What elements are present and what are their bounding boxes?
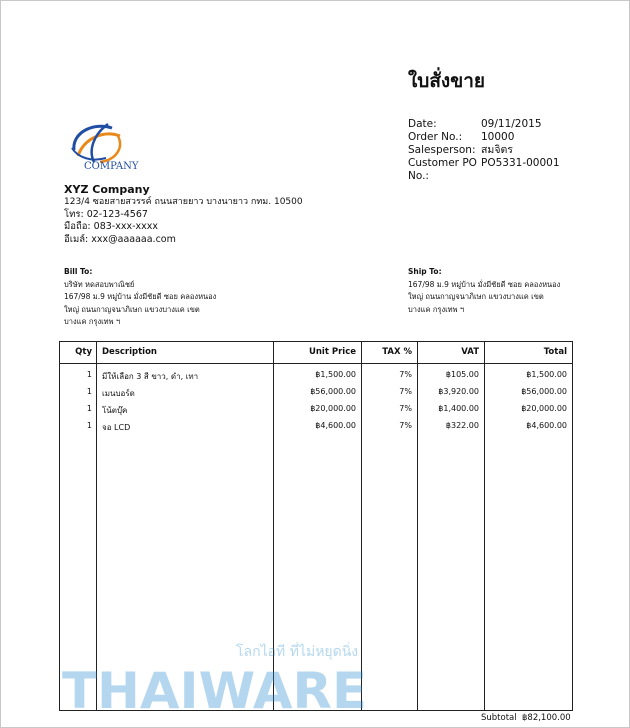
thaiware-watermark (62, 636, 367, 718)
cell-qty: 1 (86, 387, 92, 396)
header-vat: VAT (461, 347, 479, 357)
cell-qty: 1 (86, 421, 92, 430)
cell-tax: 7% (399, 421, 412, 430)
header-tax: TAX % (382, 347, 412, 357)
cell-tax: 7% (399, 387, 412, 396)
subtotal-value: ฿82,100.00 (522, 713, 571, 723)
meta-value: สมจิตร (481, 144, 513, 156)
cell-vat: ฿1,400.00 (438, 404, 479, 413)
meta-label: Order No.: (408, 131, 463, 143)
cell-total: ฿20,000.00 (521, 404, 567, 413)
company-name: XYZ Company (64, 183, 150, 196)
meta-row-order-no (408, 131, 560, 144)
bill-to-line: ใหญ่ ถนนกาญจนาภิเษก แขวงบางแค เขต (64, 304, 200, 314)
company-details (64, 196, 303, 246)
cell-vat: ฿105.00 (445, 370, 479, 379)
meta-row-customer-po (408, 157, 560, 170)
meta-label: Date: (408, 118, 437, 130)
document-title: ใบสั่งขาย (408, 70, 486, 92)
company-mobile: มือถือ: 083-xxx-xxxx (64, 221, 158, 232)
meta-value: PO5331-00001 (481, 157, 560, 169)
cell-tax: 7% (399, 404, 412, 413)
header-unit-price: Unit Price (308, 347, 356, 357)
cell-unit-price: ฿1,500.00 (315, 370, 356, 379)
subtotal-label: Subtotal (481, 713, 517, 723)
cell-qty: 1 (86, 404, 92, 413)
bill-to-label: Bill To: (64, 267, 93, 276)
meta-row-po-no (408, 170, 560, 183)
header-divider (60, 363, 572, 364)
logo-text: COMPANY (84, 161, 139, 172)
company-logo (64, 118, 154, 178)
cell-description: จอ LCD (102, 423, 131, 432)
cell-qty: 1 (86, 370, 92, 379)
meta-label: Customer PO (408, 157, 477, 169)
meta-row-date (408, 118, 560, 131)
meta-row-salesperson (408, 144, 560, 157)
cell-unit-price: ฿56,000.00 (310, 387, 356, 396)
watermark-brand: THAIWARE (62, 662, 367, 718)
ship-to-line: 167/98 ม.9 หมู่บ้าน มั่งมีชัยดี ซอย คลองหนอง (408, 279, 561, 289)
header-qty: Qty (75, 347, 92, 357)
meta-value: 09/11/2015 (481, 118, 542, 130)
cell-unit-price: ฿20,000.00 (310, 404, 356, 413)
cell-description: โน้ตบุ๊ค (102, 406, 128, 415)
bill-to-line: 167/98 ม.9 หมู่บ้าน มั่งมีชัยดี ซอย คลองหนอง (64, 292, 217, 301)
column-divider (417, 342, 418, 710)
ship-to-label: Ship To: (408, 267, 442, 276)
company-phone: โทร: 02-123-4567 (64, 208, 148, 220)
company-email: อีเมล์: xxx@aaaaaa.com (64, 233, 176, 245)
ship-to-block (408, 266, 560, 316)
column-divider (484, 342, 485, 710)
meta-label: Salesperson: (408, 144, 476, 156)
bill-to-block (64, 266, 216, 329)
cell-description: เมนบอร์ด (102, 389, 135, 398)
company-address: 123/4 ซอยสายสวรรค์ ถนนสายยาว บางนายาว กทม. 10500 (64, 197, 303, 207)
meta-value: 10000 (481, 131, 515, 143)
cell-tax: 7% (399, 370, 412, 379)
cell-total: ฿1,500.00 (526, 370, 567, 379)
meta-label: No.: (408, 170, 429, 182)
cell-total: ฿4,600.00 (526, 421, 567, 430)
cell-total: ฿56,000.00 (521, 387, 567, 396)
bill-to-line: บางแค กรุงเทพ ฯ (64, 317, 121, 326)
bill-to-line: บริษัท หดสอบพาณิชย์ (64, 279, 135, 289)
cell-description: มีให้เลือก 3 สี ขาว, ดำ, เทา (102, 372, 199, 381)
ship-to-line: บางแค กรุงเทพ ฯ (408, 304, 465, 314)
watermark-tagline: โลกไอที ที่ไม่หยุดนิ่ง (236, 644, 359, 660)
cell-vat: ฿322.00 (445, 421, 479, 430)
order-meta (408, 118, 560, 183)
header-description: Description (102, 347, 157, 357)
ship-to-line: ใหญ่ ถนนกาญจนาภิเษก แขวงบางแค เขต (408, 292, 544, 301)
cell-vat: ฿3,920.00 (438, 387, 479, 396)
header-total: Total (543, 347, 567, 357)
cell-unit-price: ฿4,600.00 (315, 421, 356, 430)
